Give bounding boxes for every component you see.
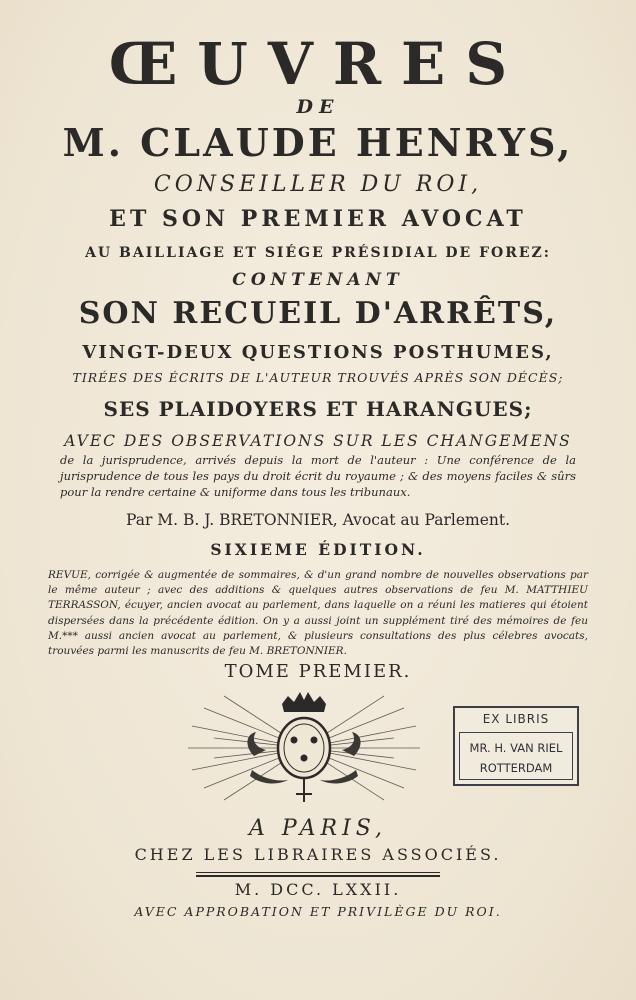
observations-heading: AVEC DES OBSERVATIONS SUR LES CHANGEMENS bbox=[64, 432, 572, 450]
royal-arms-fleur-de-lis-icon bbox=[184, 686, 424, 810]
questions-line: VINGT-DEUX QUESTIONS POSTHUMES, bbox=[82, 342, 554, 363]
book-title: ŒUVRES bbox=[108, 30, 528, 98]
edition-line: SIXIEME ÉDITION. bbox=[210, 540, 426, 559]
year-line: M. DCC. LXXII. bbox=[234, 880, 402, 899]
publisher-line: CHEZ LES LIBRAIRES ASSOCIÉS. bbox=[134, 845, 502, 864]
author-office-2: ET SON PREMIER AVOCAT bbox=[109, 206, 527, 232]
privilege-line: AVEC APPROBATION ET PRIVILÈGE DU ROI. bbox=[134, 904, 502, 919]
stamp-city: ROTTERDAM bbox=[479, 761, 553, 775]
editor-line: Par M. B. J. BRETONNIER, Avocat au Parlement. bbox=[125, 511, 511, 529]
tome-line: TOME PREMIER. bbox=[224, 661, 412, 682]
recueil-line: SON RECUEIL D'ARRÊTS, bbox=[78, 296, 558, 331]
title-de: DE bbox=[296, 96, 340, 118]
divider-thin bbox=[196, 872, 440, 873]
contenant-line: CONTENANT bbox=[232, 270, 404, 290]
observations-paragraph: de la jurisprudence, arrivés depuis la mort de l'auteur : Une conférence de la jurisprudence de tous les pays du droit écrit du royaume ; & des moyens faciles & sûrs pour la rendre certaine & uniforme dans tous les tribunaux. bbox=[60, 453, 576, 499]
plaidoyers-line: SES PLAIDOYERS ET HARANGUES; bbox=[103, 397, 533, 421]
author-office-1: CONSEILLER DU ROI, bbox=[153, 172, 483, 197]
tirees-line: TIRÉES DES ÉCRITS DE L'AUTEUR TROUVÉS APRÈS SON DÉCÈS; bbox=[72, 370, 564, 385]
stamp-owner: MR. H. VAN RIEL bbox=[469, 741, 563, 755]
author-name: M. CLAUDE HENRYS, bbox=[62, 120, 574, 165]
place-line: A PARIS, bbox=[248, 816, 388, 841]
stamp-ex-libris: EX LIBRIS bbox=[482, 712, 550, 726]
divider-thick bbox=[196, 875, 440, 877]
revue-paragraph: REVUE, corrigée & augmentée de sommaires, & d'un grand nombre de nouvelles observations par le même auteur ; avec des additions & quelques autres observations de feu M. MATTHIEU TERRASSON, écuyer, ancien avocat au parlement, dans laquelle on a réuni les matieres qui étoient dispersées dans la précédente édition. On y a aussi joint un supplément tiré des mémoires de feu M.*** aussi ancien avocat au parlement, & plusieurs consultations des plus célebres avocats, trouvées parmi les manuscrits de feu M. BRETONNIER. bbox=[48, 569, 588, 658]
author-office-3: AU BAILLIAGE ET SIÉGE PRÉSIDIAL DE FOREZ: bbox=[85, 245, 551, 261]
ex-libris-stamp bbox=[453, 706, 579, 786]
